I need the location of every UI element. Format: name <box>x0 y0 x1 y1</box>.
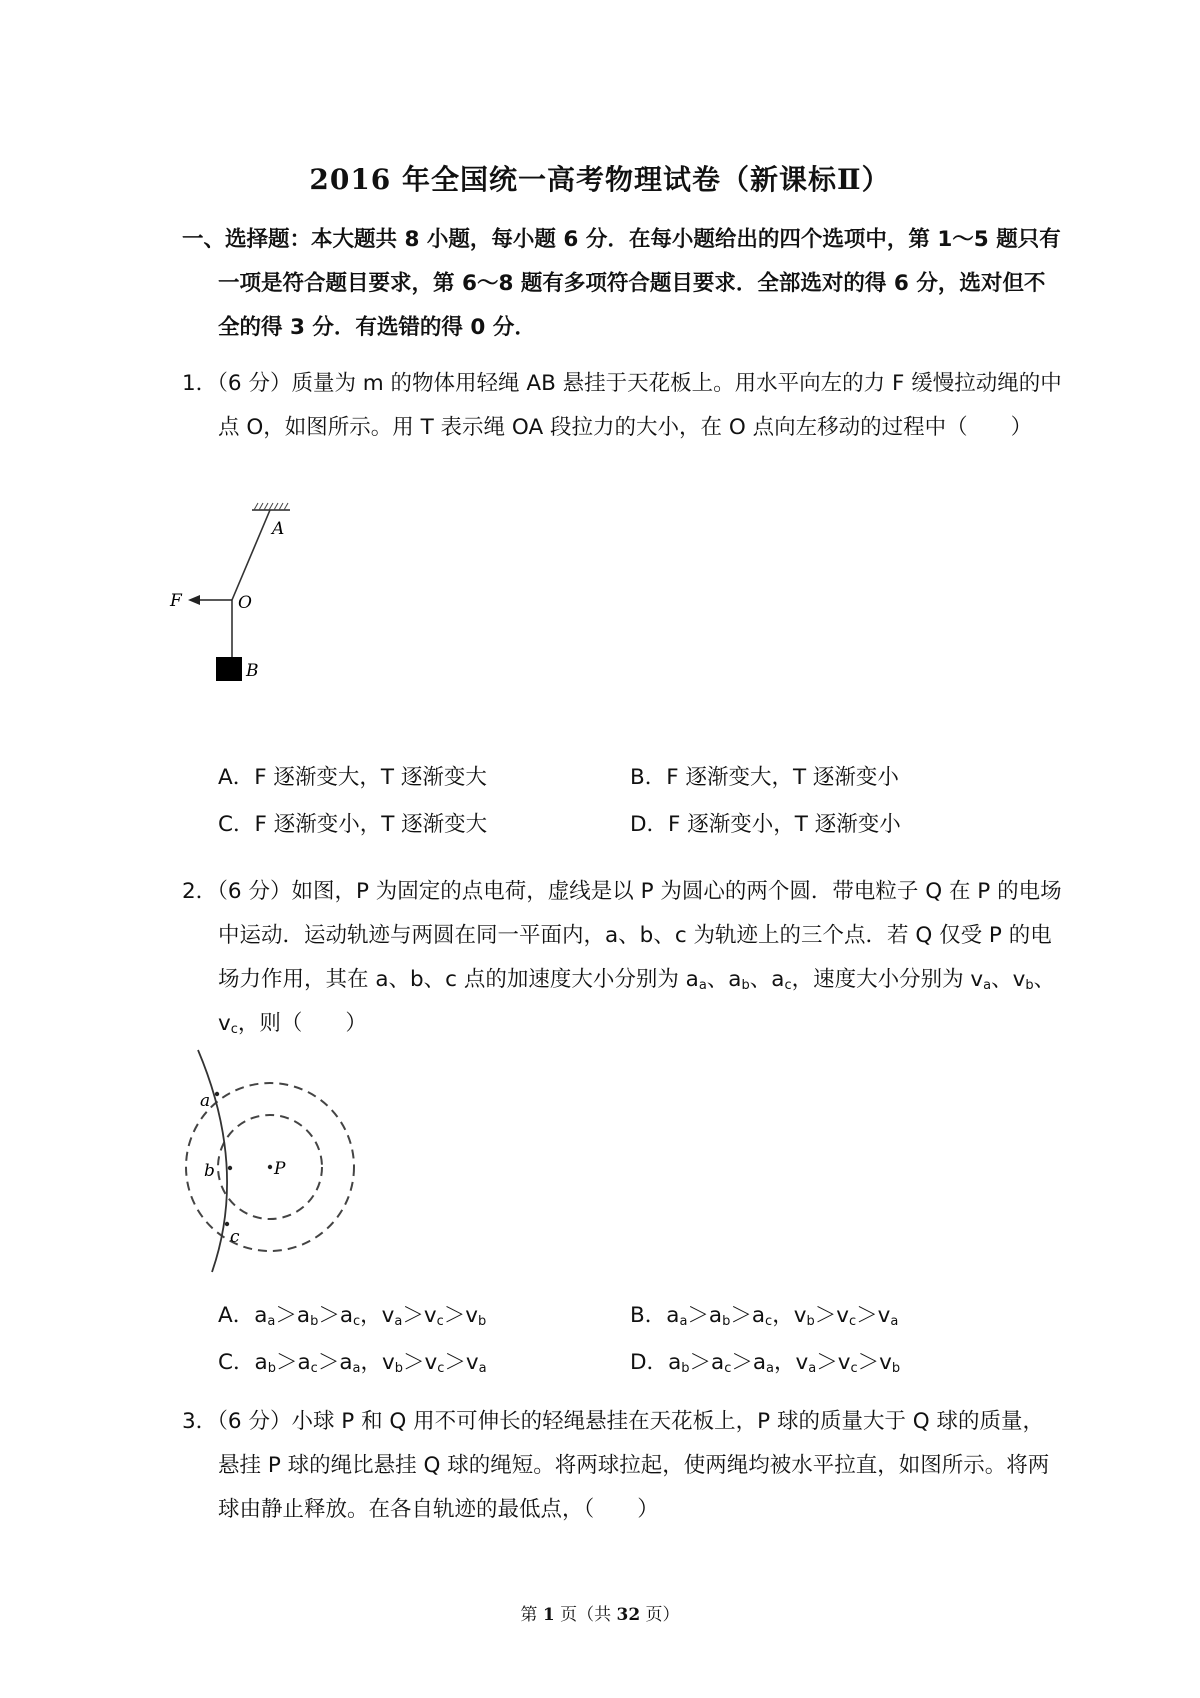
option-b[interactable]: B．$a_a>a_b>a_c$，$v_b>v_c>v_a$ <box>630 1303 899 1329</box>
page-number: 1 <box>542 1605 555 1625</box>
point-a <box>215 1092 219 1096</box>
label-a: A <box>272 519 285 539</box>
rope-oa <box>232 510 270 600</box>
ceiling-hatch <box>254 503 288 510</box>
question-2-figure <box>180 1048 380 1288</box>
label-b: B <box>246 661 259 681</box>
option-a[interactable]: A．$a_a>a_b>a_c$，$v_a>v_c>v_b$ <box>218 1303 487 1329</box>
page-footer: 第 1 页（共 32 页） <box>520 1605 680 1625</box>
question-1-text: 1．（6 分）质量为 m 的物体用轻绳 AB 悬挂于天花板上。用水平向左的力 F 缓慢拉动绳的中点 O，如图所示。用 T 表示绳 OA 段拉力的大小，在 O 点向左移动的过程中（ ） <box>182 371 1062 440</box>
option-c[interactable]: C．F 逐渐变小，T 逐渐变大 <box>218 812 488 837</box>
option-b[interactable]: B．F 逐渐变大，T 逐渐变小 <box>630 765 899 790</box>
label-b: b <box>204 1161 215 1181</box>
page-total: 32 <box>616 1605 641 1625</box>
section-heading: 一、选择题：本大题共 8 小题，每小题 6 分．在每小题给出的四个选项中，第 1～5 题只有一项是符合题目要求，第 6～8 题有多项符合题目要求．全部选对的得 6 分，选对但不全的得 3 分．有选错的得 0 分． <box>182 227 1061 340</box>
question-3-text: 3．（6 分）小球 P 和 Q 用不可伸长的轻绳悬挂在天花板上，P 球的质量大于 Q 球的质量，悬挂 P 球的绳比悬挂 Q 球的绳短。将两球拉起，使两绳均被水平拉直，如图所示。将两球由静止释放。在各自轨迹的最低点，（ ） <box>182 1409 1050 1522</box>
question-1-figure <box>170 500 340 750</box>
question-1-options <box>218 760 1028 860</box>
option-d[interactable]: D．$a_b>a_c>a_a$，$v_a>v_c>v_b$ <box>630 1350 901 1376</box>
label-o: O <box>238 593 252 613</box>
force-arrowhead <box>188 595 200 605</box>
option-a[interactable]: A．F 逐渐变大，T 逐渐变大 <box>218 765 487 790</box>
point-c <box>225 1222 229 1226</box>
label-p: P <box>274 1159 286 1179</box>
question-2-options <box>218 1298 1028 1398</box>
point-p <box>268 1165 272 1169</box>
label-c: c <box>230 1227 240 1247</box>
label-f: F <box>170 591 182 611</box>
question-2-text: 2．（6 分）如图，P 为固定的点电荷，虚线是以 P 为圆心的两个圆．带电粒子 Q 在 P 的电场中运动．运动轨迹与两圆在同一平面内，a、b、c 为轨迹上的三个点．若 Q 仅受 P 的电场力作用，其在 a、b、c 点的加速度大小分别为 $a_a$、$a_b$、$a_c$，速度大小分别为 $v_a$、$v_b$、$v_c$，则（ ） <box>182 879 1062 1037</box>
label-a: a <box>200 1091 211 1111</box>
mass-block <box>216 657 242 681</box>
page-title: 2016 年全国统一高考物理试卷（新课标Ⅱ） <box>309 163 891 196</box>
option-d[interactable]: D．F 逐渐变小，T 逐渐变小 <box>630 812 901 837</box>
point-b <box>228 1166 232 1170</box>
option-c[interactable]: C．$a_b>a_c>a_a$，$v_b>v_c>v_a$ <box>218 1350 487 1376</box>
